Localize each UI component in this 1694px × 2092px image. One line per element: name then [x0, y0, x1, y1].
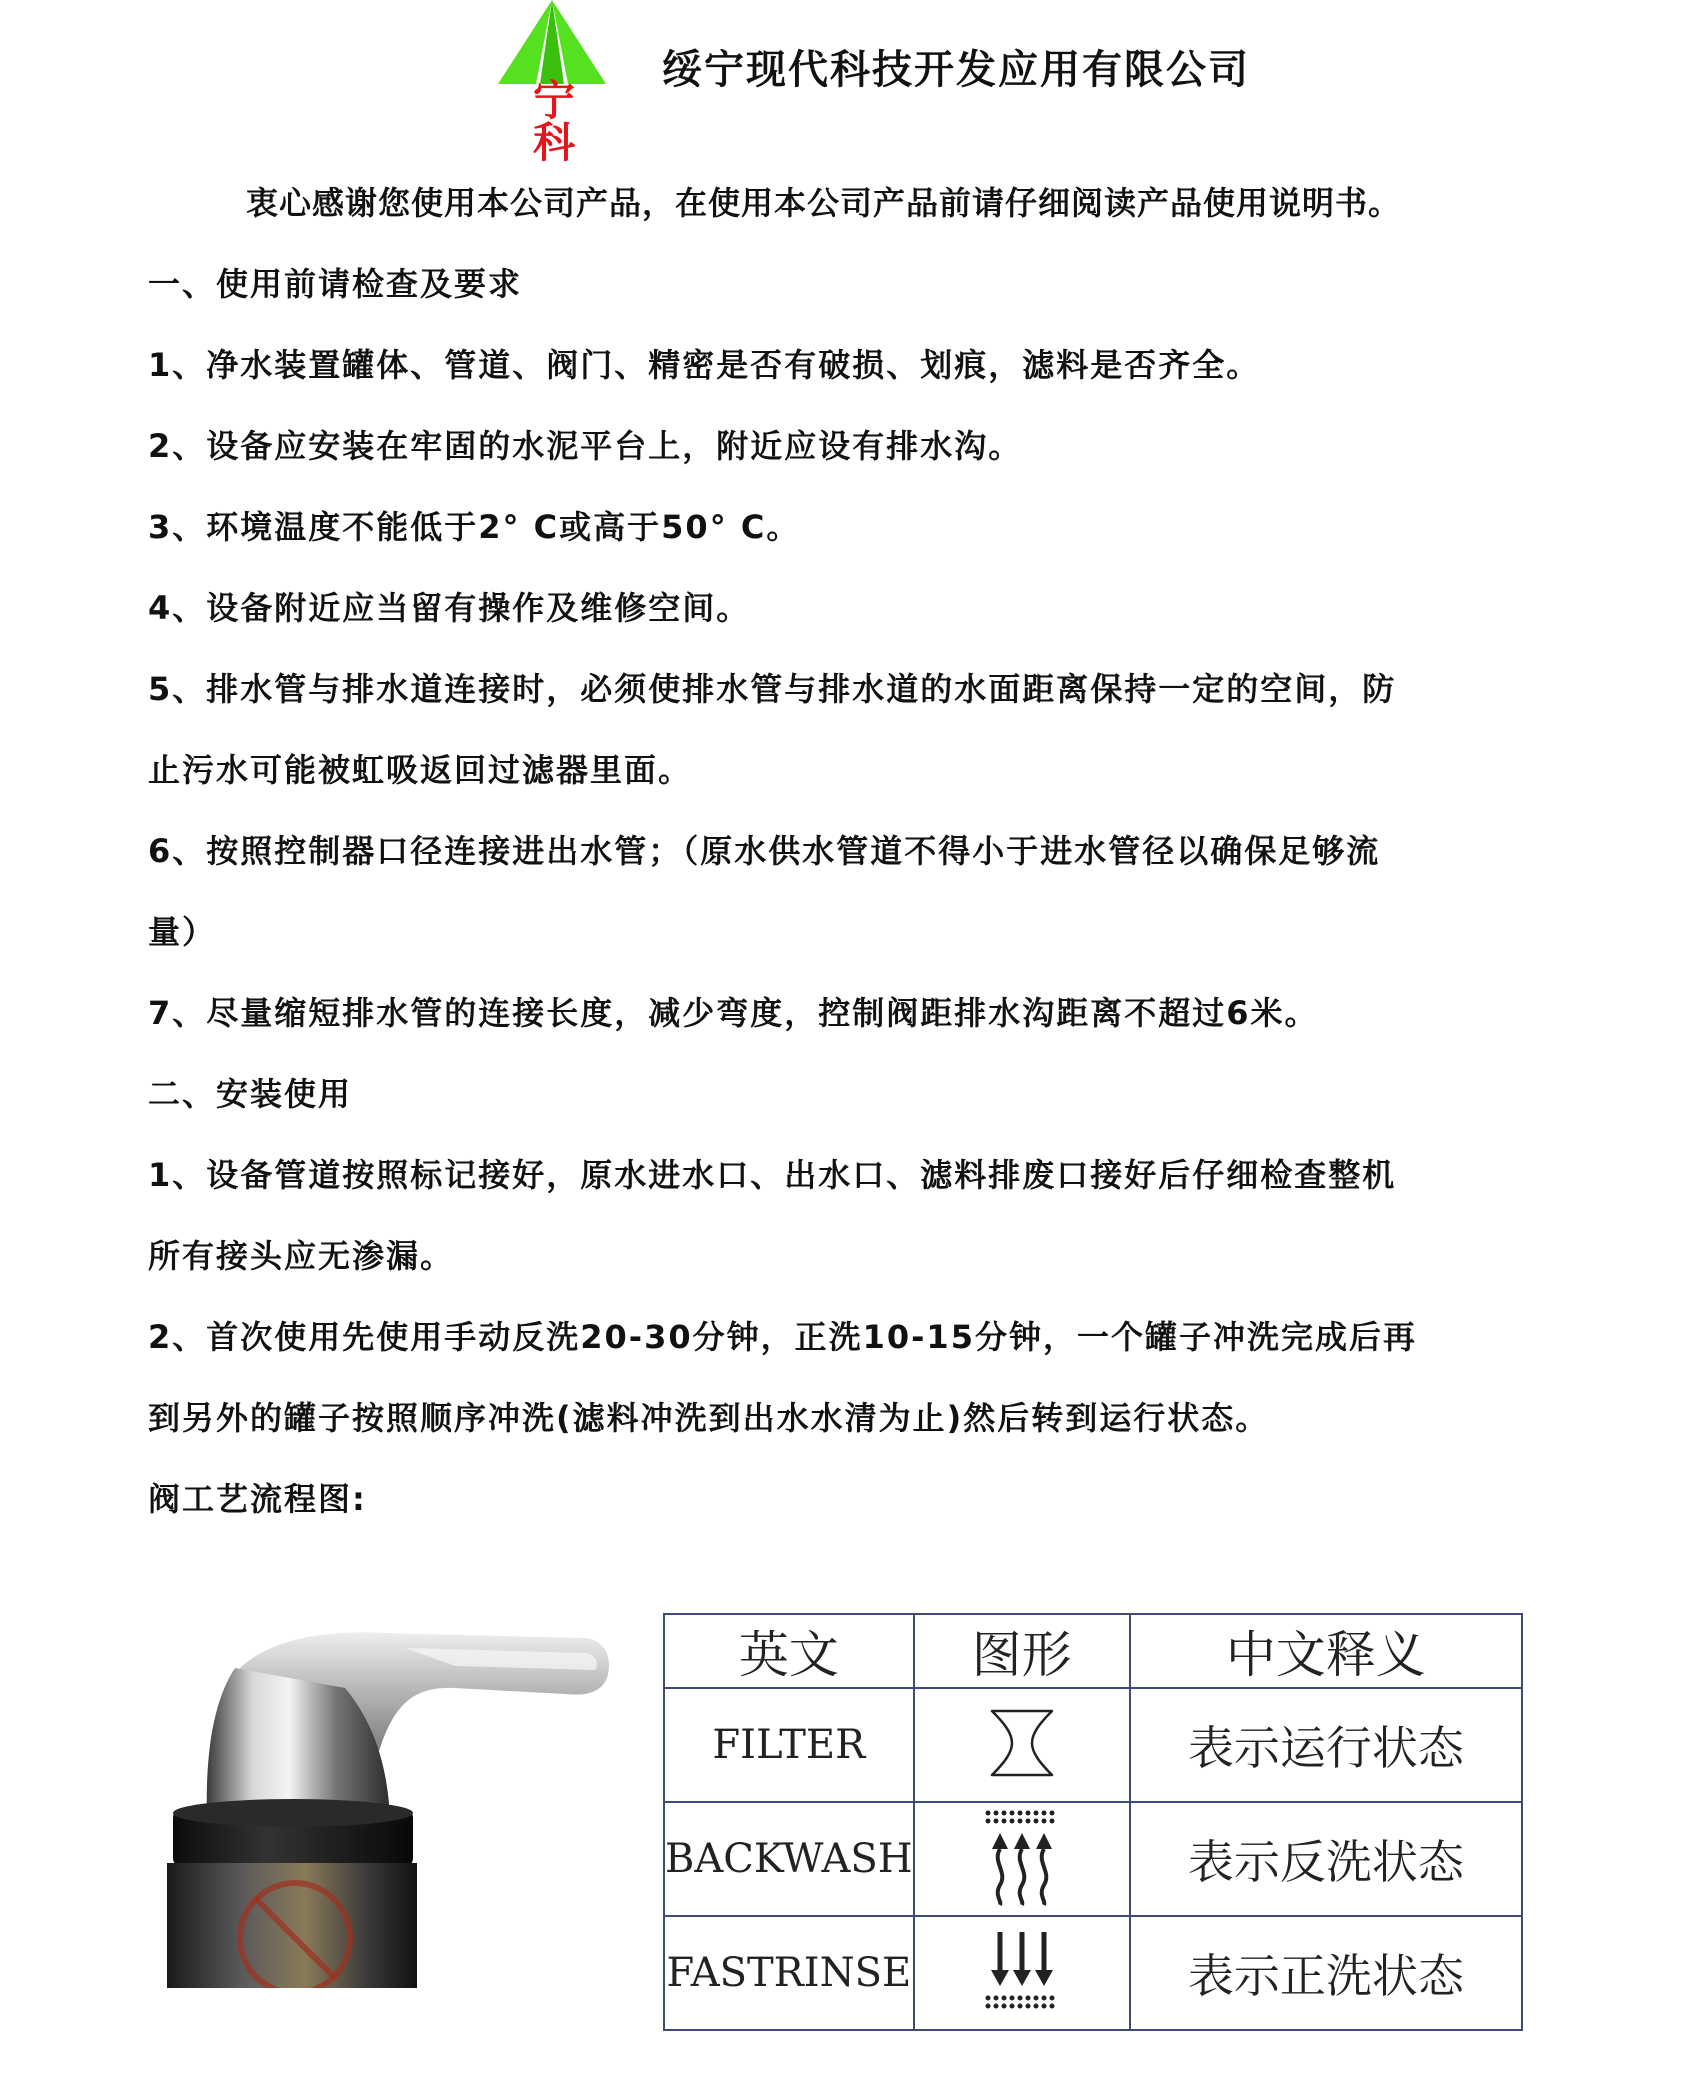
text-line: 1、设备管道按照标记接好，原水进水口、出水口、滤料排废口接好后仔细检查整机	[148, 1156, 1397, 1194]
logo-text: 宁科	[532, 76, 587, 167]
text-line: 所有接头应无渗漏。	[148, 1237, 455, 1275]
table-row	[664, 1916, 1522, 2030]
fastrinse-icon	[982, 1926, 1062, 2016]
intro-text: 衷心感谢您使用本公司产品，在使用本公司产品前请仔细阅读产品使用说明书。	[246, 184, 1402, 222]
legend-table	[663, 1613, 1523, 2031]
text-line: 到另外的罐子按照顺序冲洗(滤料冲洗到出水水清为止)然后转到运行状态。	[148, 1399, 1270, 1437]
row-chinese: 表示反洗状态	[1130, 1802, 1522, 1916]
text-line: 1、净水装置罐体、管道、阀门、精密是否有破损、划痕，滤料是否齐全。	[148, 346, 1261, 384]
table-row	[664, 1688, 1522, 1802]
section-heading: 一、使用前请检查及要求	[148, 265, 523, 303]
header-symbol: 图形	[914, 1614, 1130, 1688]
table-header-row	[664, 1614, 1522, 1688]
text-line: 5、排水管与排水道连接时，必须使排水管与排水道的水面距离保持一定的空间，防	[148, 670, 1397, 708]
row-english: FASTRINSE	[664, 1916, 914, 2030]
text-line: 2、设备应安装在牢固的水泥平台上，附近应设有排水沟。	[148, 427, 1023, 465]
row-symbol	[914, 1802, 1130, 1916]
table-row	[664, 1802, 1522, 1916]
row-english: BACKWASH	[664, 1802, 914, 1916]
row-symbol	[914, 1916, 1130, 2030]
company-name: 绥宁现代科技开发应用有限公司	[662, 47, 1250, 93]
row-symbol	[914, 1688, 1130, 1802]
header-chinese: 中文释义	[1130, 1614, 1522, 1688]
company-logo	[490, 0, 615, 167]
text-line: 止污水可能被虹吸返回过滤器里面。	[148, 751, 693, 789]
diagram-caption: 阀工艺流程图:	[148, 1480, 367, 1518]
valve-photo	[155, 1608, 625, 1988]
text-line: 2、首次使用先使用手动反洗20-30分钟，正洗10-15分钟，一个罐子冲洗完成后再	[148, 1318, 1417, 1356]
row-english: FILTER	[664, 1688, 914, 1802]
header-english: 英文	[664, 1614, 914, 1688]
text-line: 4、设备附近应当留有操作及维修空间。	[148, 589, 751, 627]
row-chinese: 表示运行状态	[1130, 1688, 1522, 1802]
text-line: 量）	[148, 913, 217, 951]
text-line: 3、环境温度不能低于2° C或高于50° C。	[148, 508, 801, 546]
backwash-icon	[982, 1807, 1062, 1907]
row-chinese: 表示正洗状态	[1130, 1916, 1522, 2030]
filter-icon	[982, 1703, 1062, 1783]
section-heading: 二、安装使用	[148, 1075, 353, 1113]
text-line: 7、尽量缩短排水管的连接长度，减少弯度，控制阀距排水沟距离不超过6米。	[148, 994, 1319, 1032]
text-line: 6、按照控制器口径连接进出水管；（原水供水管道不得小于进水管径以确保足够流	[148, 832, 1381, 870]
